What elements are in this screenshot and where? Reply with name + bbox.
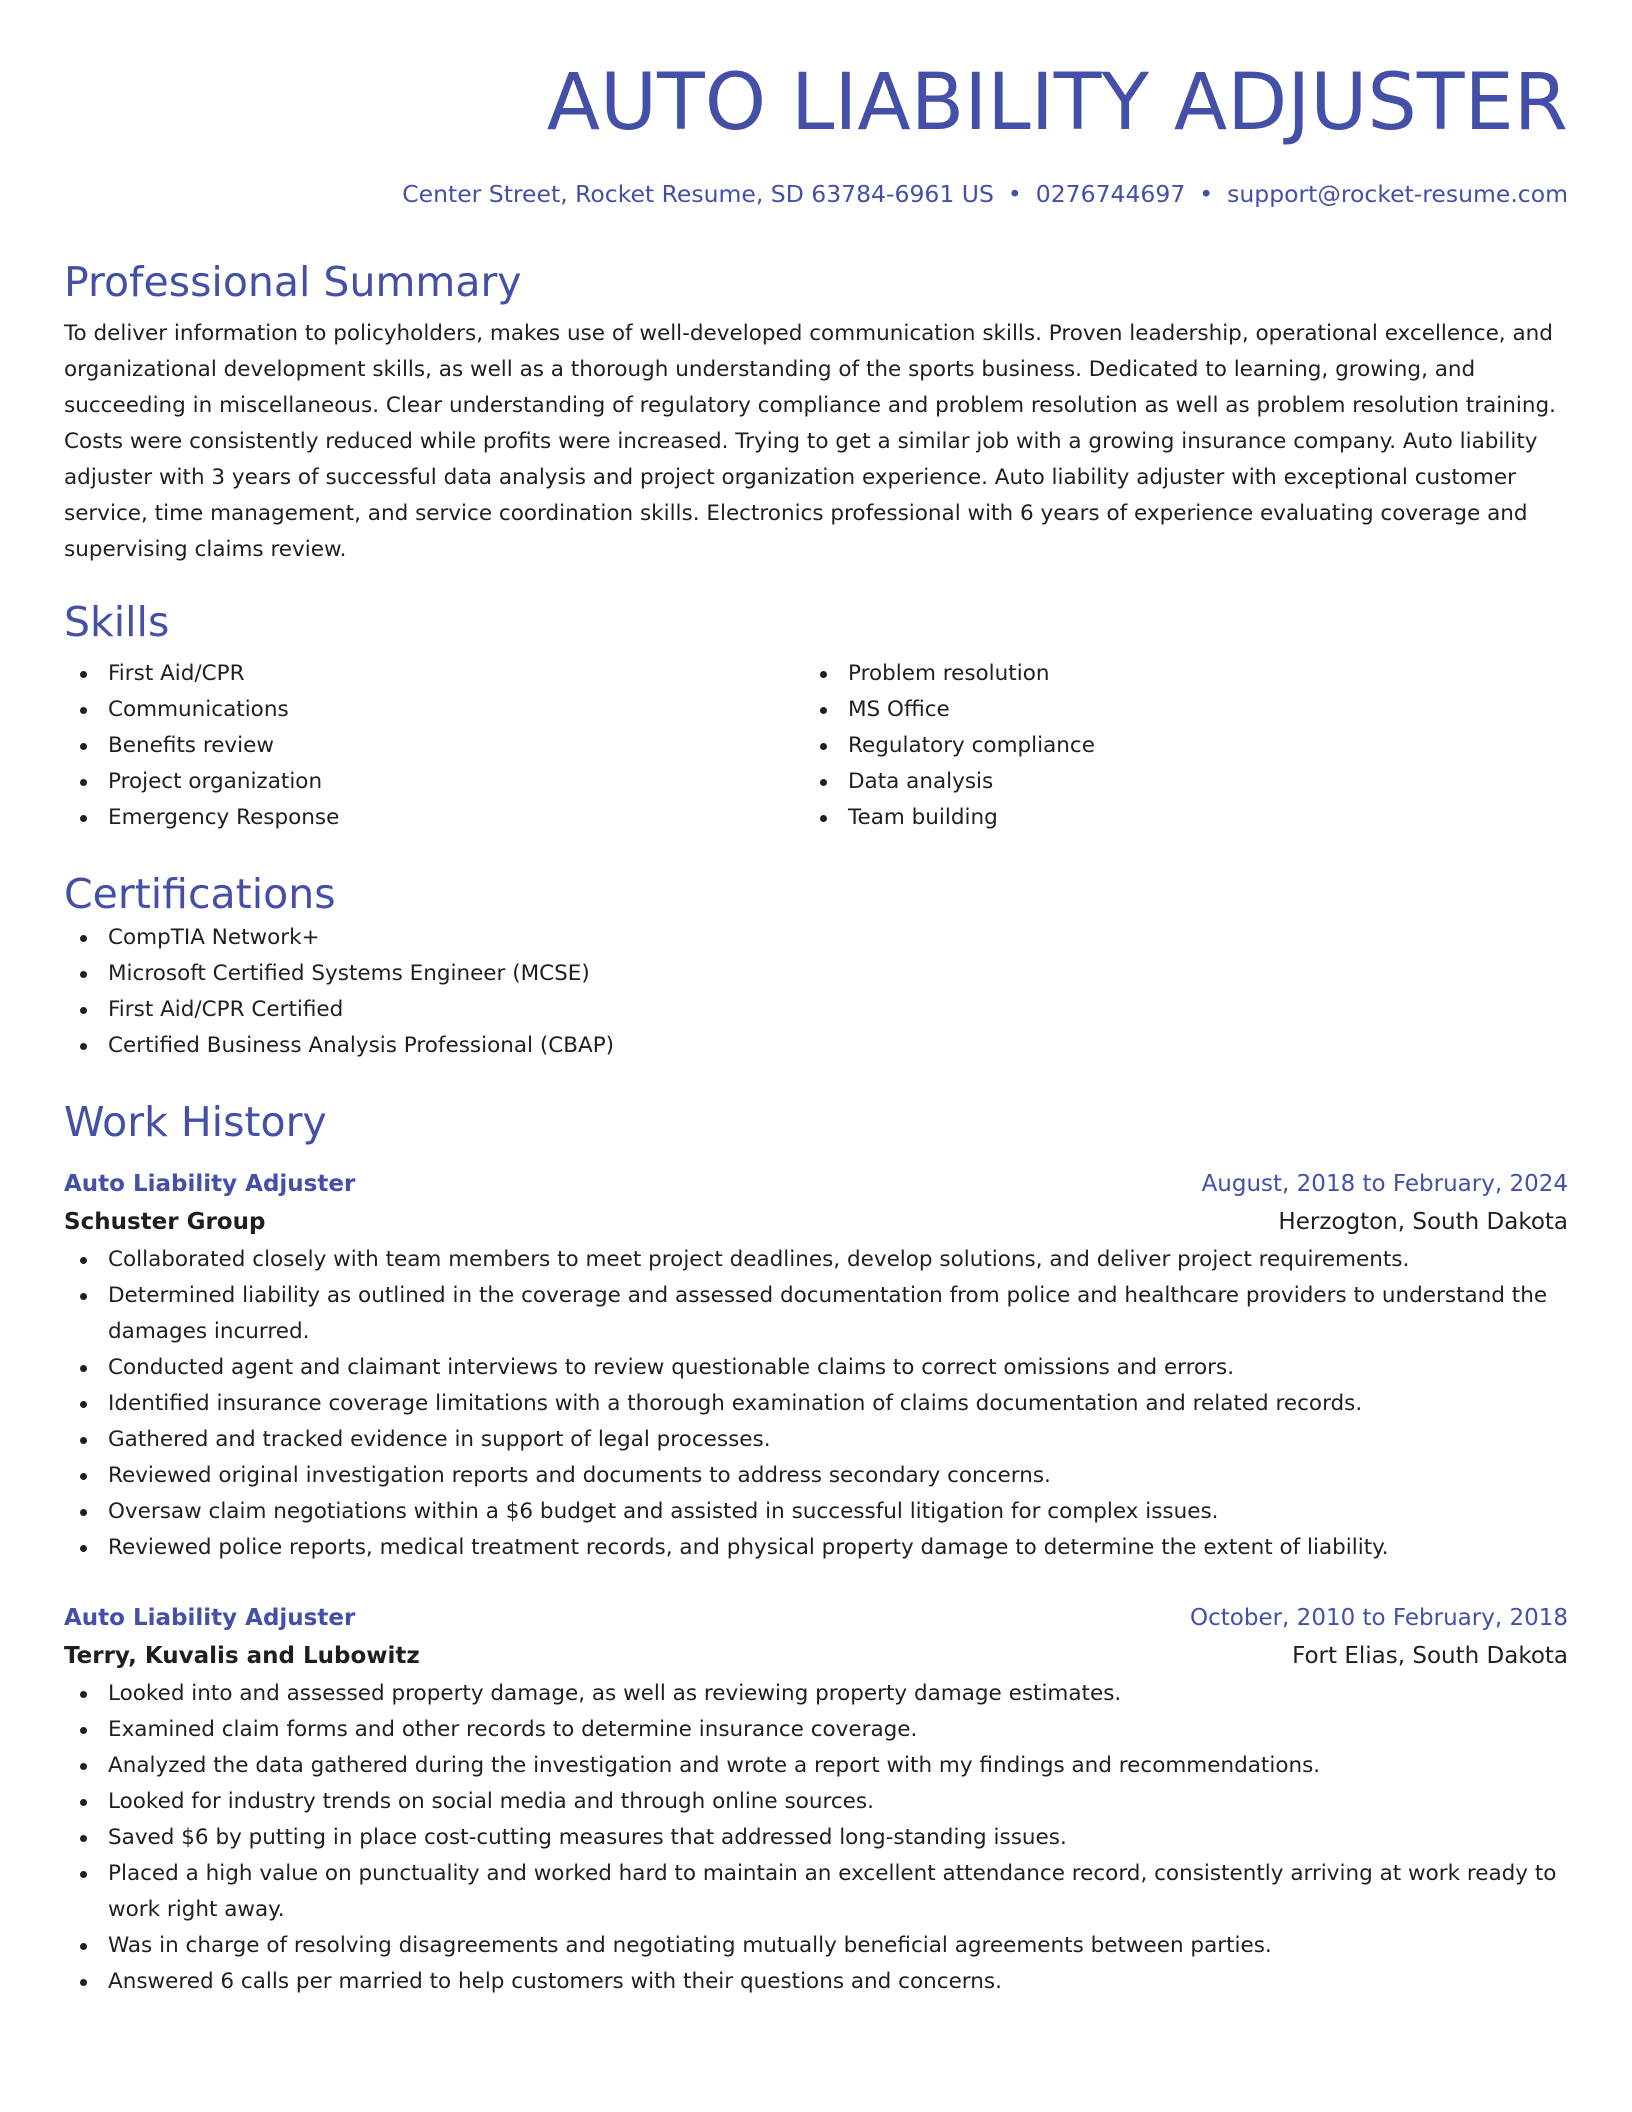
job-location: Herzogton, South Dakota: [1278, 1209, 1568, 1235]
job-dates: August, 2018 to February, 2024: [1201, 1171, 1568, 1197]
candidate-name: AUTO LIABILITY ADJUSTER: [546, 58, 1568, 148]
skill-item: Benefits review: [64, 728, 804, 764]
job-duty: Conducted agent and claimant interviews to review questionable claims to correct omissions and errors.: [64, 1350, 1568, 1386]
contact-address: Center Street, Rocket Resume, SD 63784-6961 US: [402, 180, 994, 208]
certification-item: Microsoft Certified Systems Engineer (MCSE): [64, 956, 1568, 992]
job-duty: Reviewed police reports, medical treatment records, and physical property damage to determine the extent of liability.: [64, 1530, 1568, 1566]
job-duty: Placed a high value on punctuality and worked hard to maintain an excellent attendance record, consistently arriving at work ready to work right away.: [64, 1856, 1568, 1928]
job-duty: Determined liability as outlined in the coverage and assessed documentation from police and healthcare providers to understand the damages incurred.: [64, 1278, 1568, 1350]
summary-heading: Professional Summary: [64, 258, 522, 306]
job-dates: October, 2010 to February, 2018: [1190, 1605, 1568, 1631]
skills-heading: Skills: [64, 598, 170, 646]
summary-text: To deliver information to policyholders, makes use of well-developed communication skills. Proven leadership, operational excellence, and organizational development skills, as well as a thorough understanding of the sports business. Dedicated to learning, growing, and succeeding in miscellaneous. Clear understanding of regulatory compliance and problem resolution as well as problem resolution training. Costs were consistently reduced while profits were increased. Trying to get a similar job with a growing insurance company. Auto liability adjuster with 3 years of successful data analysis and project organization experience. Auto liability adjuster with exceptional customer service, time management, and service coordination skills. Electronics professional with 6 years of experience evaluating coverage and supervising claims review.: [64, 321, 1556, 562]
job-duty: Identified insurance coverage limitations with a thorough examination of claims documentation and related records.: [64, 1386, 1568, 1422]
skills-column-left: [64, 656, 804, 836]
job-duty: Oversaw claim negotiations within a $6 budget and assisted in successful litigation for complex issues.: [64, 1494, 1568, 1530]
job-duty: Examined claim forms and other records to determine insurance coverage.: [64, 1712, 1568, 1748]
job-title: Auto Liability Adjuster: [64, 1605, 356, 1631]
skill-item: First Aid/CPR: [64, 656, 804, 692]
job-duties-list: [64, 1242, 1568, 1566]
job-company: Terry, Kuvalis and Lubowitz: [64, 1643, 420, 1669]
job-duty: Answered 6 calls per married to help customers with their questions and concerns.: [64, 1964, 1568, 2000]
certification-item: First Aid/CPR Certified: [64, 992, 1568, 1028]
job-entry: [64, 1600, 1568, 2000]
job-duty: Looked into and assessed property damage, as well as reviewing property damage estimates.: [64, 1676, 1568, 1712]
job-company-row: [64, 1202, 1568, 1242]
skills-list-right: [804, 656, 1544, 836]
certifications-heading: Certifications: [64, 870, 336, 918]
contact-email: support@rocket-resume.com: [1227, 180, 1568, 208]
job-duty: Was in charge of resolving disagreements and negotiating mutually beneficial agreements between parties.: [64, 1928, 1568, 1964]
skill-item: Regulatory compliance: [804, 728, 1544, 764]
job-header-row: [64, 1600, 1568, 1636]
job-title: Auto Liability Adjuster: [64, 1171, 356, 1197]
skill-item: Problem resolution: [804, 656, 1544, 692]
certifications-list: [64, 920, 1568, 1064]
skill-item: Team building: [804, 800, 1544, 836]
job-duty: Gathered and tracked evidence in support of legal processes.: [64, 1422, 1568, 1458]
job-company-row: [64, 1636, 1568, 1676]
certification-item: CompTIA Network+: [64, 920, 1568, 956]
job-entry: [64, 1166, 1568, 1566]
skill-item: Emergency Response: [64, 800, 804, 836]
certification-item: Certified Business Analysis Professional (CBAP): [64, 1028, 1568, 1064]
skill-item: MS Office: [804, 692, 1544, 728]
work-history-heading: Work History: [64, 1098, 327, 1146]
job-duty: Reviewed original investigation reports and documents to address secondary concerns.: [64, 1458, 1568, 1494]
skills-column-right: [804, 656, 1544, 836]
contact-line: [64, 178, 1568, 210]
skill-item: Communications: [64, 692, 804, 728]
skills-list-left: [64, 656, 804, 836]
job-duty: Looked for industry trends on social media and through online sources.: [64, 1784, 1568, 1820]
skill-item: Project organization: [64, 764, 804, 800]
job-company: Schuster Group: [64, 1209, 266, 1235]
job-location: Fort Elias, South Dakota: [1292, 1643, 1568, 1669]
skill-item: Data analysis: [804, 764, 1544, 800]
job-duty: Saved $6 by putting in place cost-cutting measures that addressed long-standing issues.: [64, 1820, 1568, 1856]
job-duty: Analyzed the data gathered during the investigation and wrote a report with my findings and recommendations.: [64, 1748, 1568, 1784]
job-header-row: [64, 1166, 1568, 1202]
job-duty: Collaborated closely with team members to meet project deadlines, develop solutions, and deliver project requirements.: [64, 1242, 1568, 1278]
contact-separator: •: [1199, 180, 1214, 208]
contact-phone: 0276744697: [1035, 180, 1186, 208]
job-duties-list: [64, 1676, 1568, 2000]
skills-grid: [64, 656, 1568, 836]
resume-header: [64, 52, 1568, 210]
contact-separator: •: [1007, 180, 1022, 208]
